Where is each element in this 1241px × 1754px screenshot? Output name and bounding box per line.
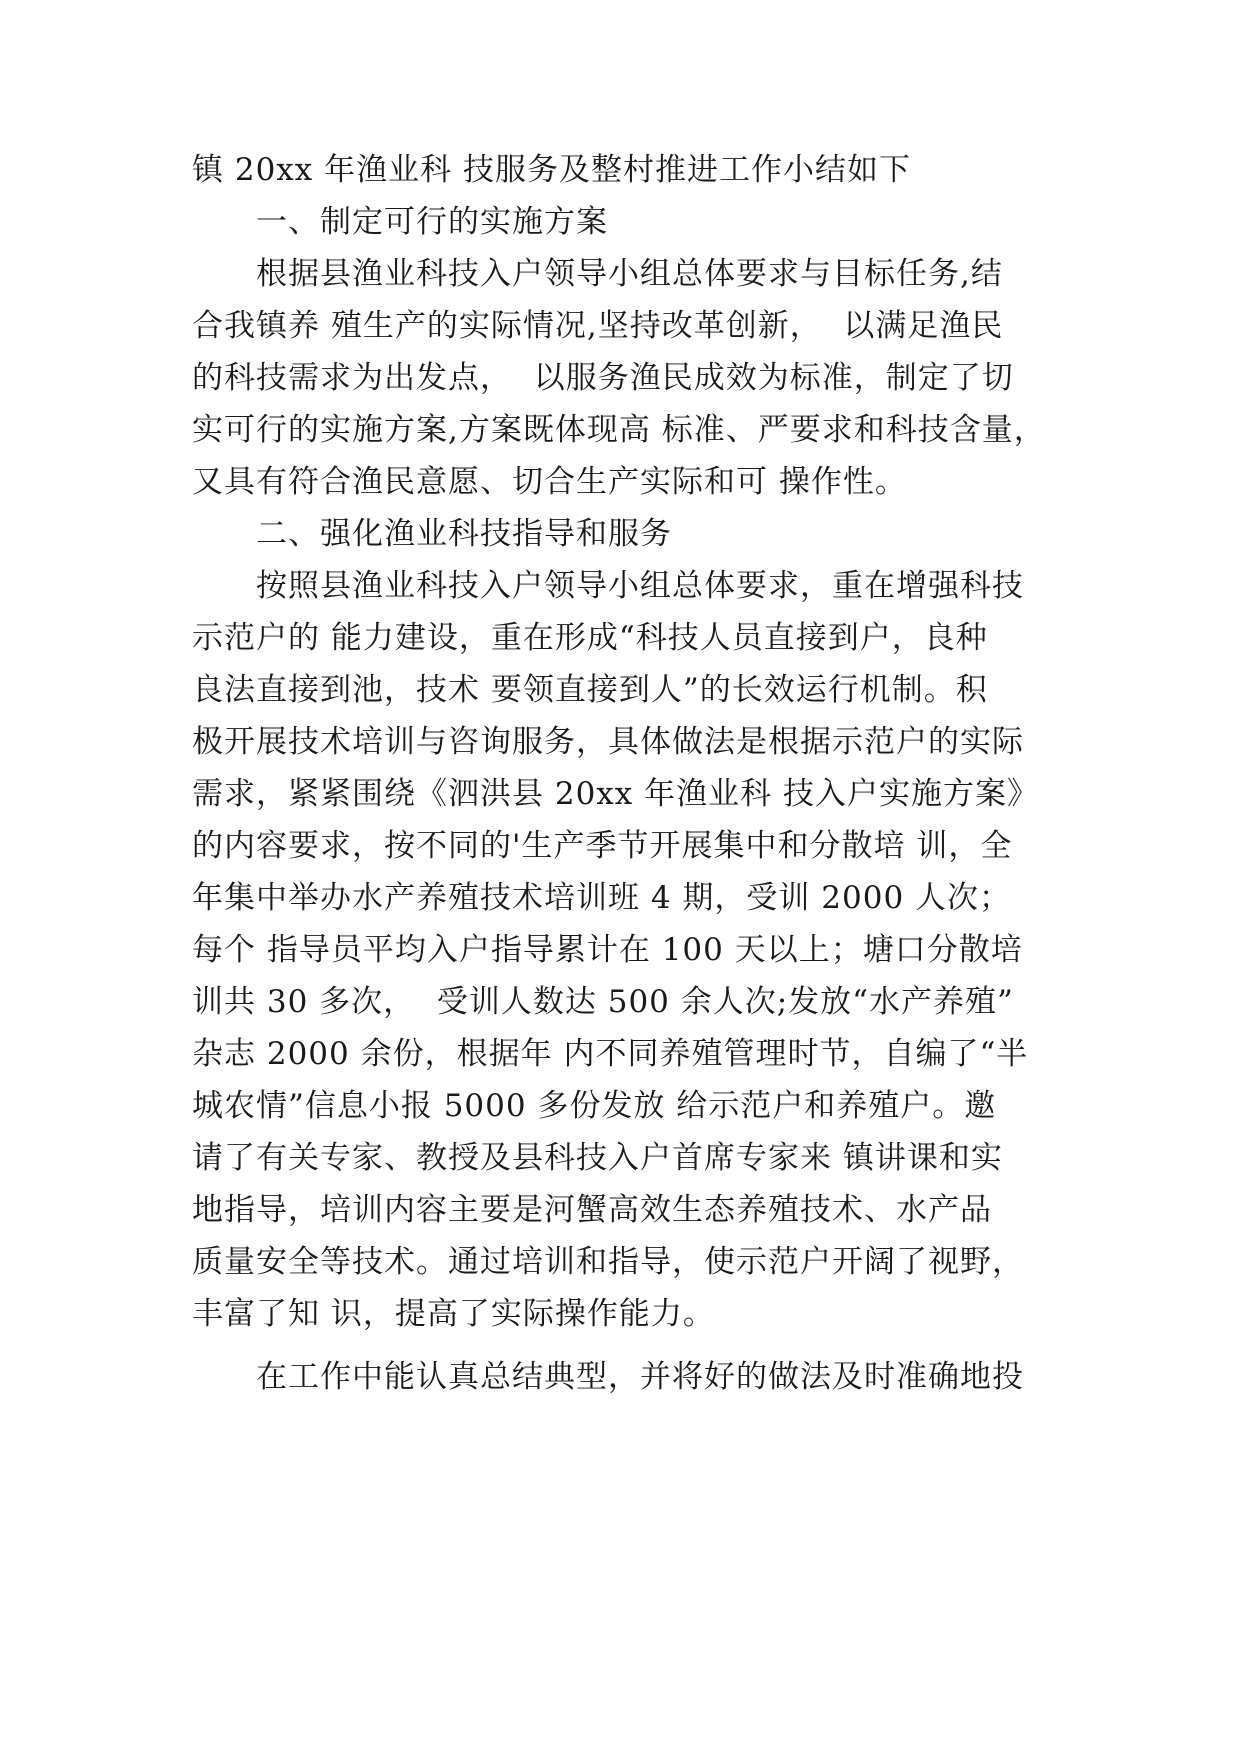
text-line: 质量安全等技术。通过培训和指导，使示范户开阔了视野， <box>192 1244 1024 1280</box>
section-heading: 二、强化渔业科技指导和服务 <box>256 516 672 552</box>
text-line: 训共 30 多次， 受训人数达 500 余人次;发放“水产养殖” <box>192 984 1014 1020</box>
text-line: 在工作中能认真总结典型，并将好的做法及时准确地投 <box>256 1359 1024 1395</box>
text-line: 极开展技术培训与咨询服务，具体做法是根据示范户的实际 <box>192 724 1024 760</box>
text-line: 丰富了知 识，提高了实际操作能力。 <box>192 1296 715 1332</box>
text-line: 每个 指导员平均入户指导累计在 100 天以上；塘口分散培 <box>192 932 1023 968</box>
text-line: 又具有符合渔民意愿、切合生产实际和可 操作性。 <box>192 464 907 500</box>
text-line: 按照县渔业科技入户领导小组总体要求，重在增强科技 <box>256 568 1024 604</box>
text-line: 示范户的 能力建设，重在形成“科技人员直接到户，良种 <box>192 620 988 656</box>
text-line: 的科技需求为出发点， 以服务渔民成效为标准，制定了切 <box>192 360 1014 396</box>
text-line: 年集中举办水产养殖技术培训班 4 期，受训 2000 人次； <box>192 880 1012 916</box>
text-line: 良法直接到池，技术 要领直接到人”的长效运行机制。积 <box>192 672 988 708</box>
text-line: 合我镇养 殖生产的实际情况,坚持改革创新， 以满足渔民 <box>192 308 1004 344</box>
text-line: 杂志 2000 余份，根据年 内不同养殖管理时节，自编了“半 <box>192 1036 1029 1072</box>
text-line: 的内容要求，按不同的'生产季节开展集中和分散培 训，全 <box>192 828 1013 864</box>
text-line: 根据县渔业科技入户领导小组总体要求与目标任务,结 <box>256 256 1003 292</box>
text-line: 实可行的实施方案,方案既体现高 标准、严要求和科技含量， <box>192 412 1046 448</box>
section-heading: 一、制定可行的实施方案 <box>256 204 608 240</box>
text-line: 城农情”信息小报 5000 多份发放 给示范户和养殖户。邀 <box>192 1088 997 1124</box>
text-line: 需求，紧紧围绕《泗洪县 20xx 年渔业科 技入户实施方案》 <box>192 776 1039 812</box>
text-line: 镇 20xx 年渔业科 技服务及整村推进工作小结如下 <box>192 152 911 188</box>
text-line: 地指导，培训内容主要是河蟹高效生态养殖技术、水产品 <box>192 1192 992 1228</box>
text-line: 请了有关专家、教授及县科技入户首席专家来 镇讲课和实 <box>192 1140 1003 1176</box>
